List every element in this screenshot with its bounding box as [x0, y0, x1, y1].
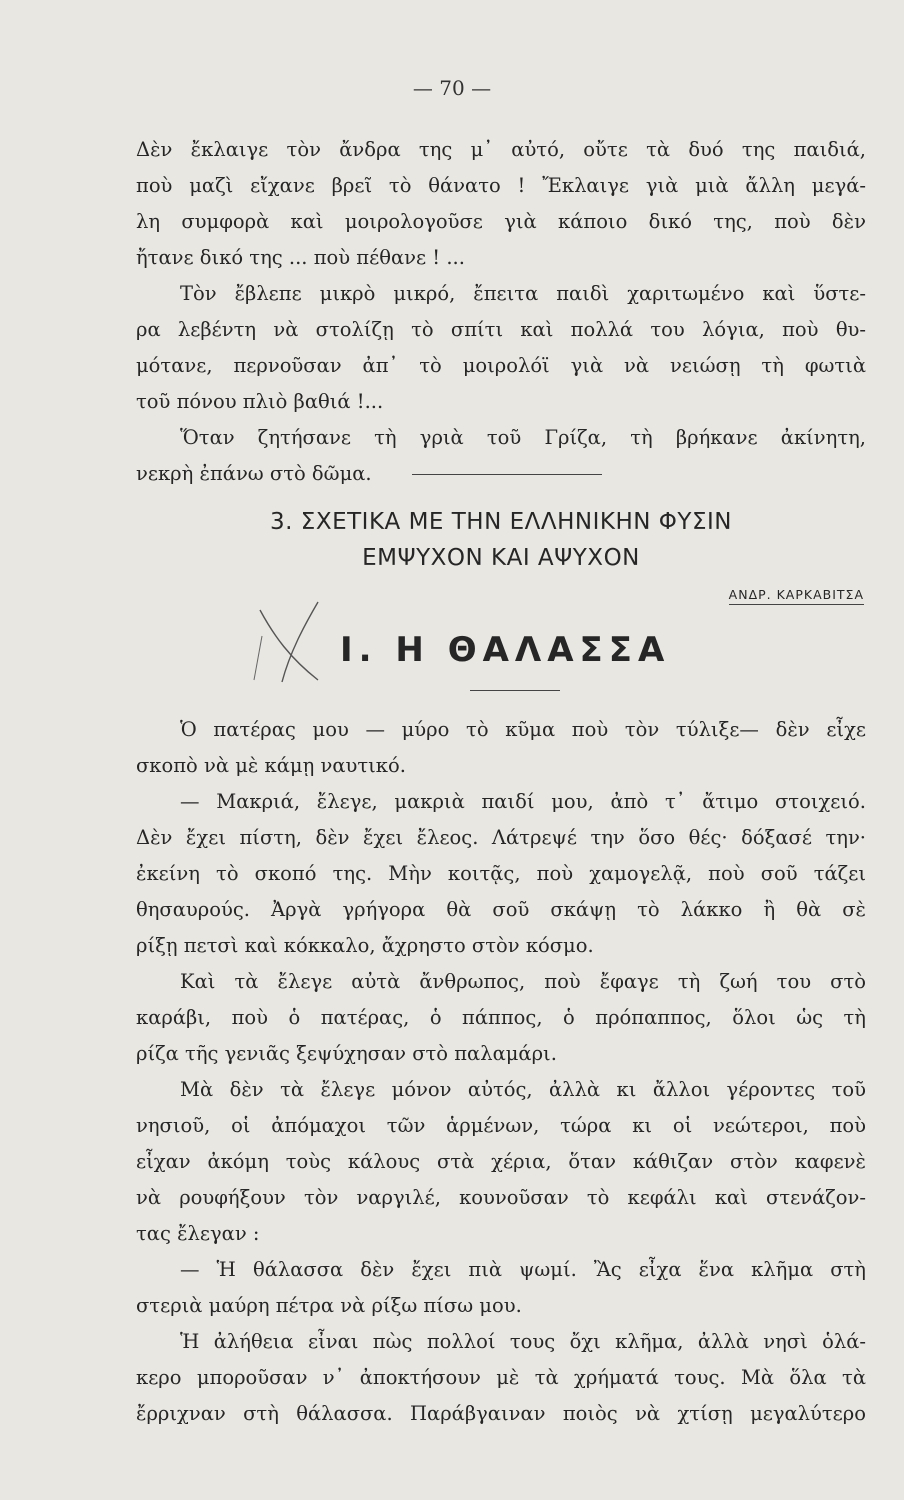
- text-line: Ὅταν ζητήσανε τὴ γριὰ τοῦ Γρίζα, τὴ βρήκανε ἀκίνητη,: [180, 426, 866, 449]
- story-paragraph-6: [136, 1324, 866, 1432]
- text-line: νησιοῦ, οἱ ἀπόμαχοι τῶν ἁρμένων, τώρα κι οἱ νεώτεροι, ποὺ: [136, 1114, 866, 1137]
- page-number: — 70 —: [412, 76, 492, 100]
- text-line: τοῦ πόνου πλιὸ βαθιά !...: [136, 390, 384, 413]
- story-body: [136, 712, 866, 1432]
- text-line: ρίζα τῆς γενιᾶς ξεψύχησαν στὸ παλαμάρι.: [136, 1042, 557, 1065]
- text-line: μότανε, περνοῦσαν ἀπ᾽ τὸ μοιρολόϊ γιὰ νὰ νειώσῃ τὴ φωτιὰ: [136, 354, 866, 377]
- text-line: νεκρὴ ἐπάνω στὸ δῶμα.: [136, 462, 372, 485]
- text-line: κερο μποροῦσαν ν᾽ ἀποκτήσουν μὲ τὰ χρήματά τους. Μὰ ὅλα τὰ: [136, 1366, 866, 1389]
- story-paragraph-3: [136, 964, 866, 1072]
- text-line: εἶχαν ἀκόμη τοὺς κάλους στὰ χέρια, ὅταν κάθιζαν στὸν καφενὲ: [136, 1150, 866, 1173]
- intro-paragraph: [136, 132, 866, 276]
- text-line: Δὲν ἔκλαιγε τὸν ἄνδρα της μ᾽ αὐτό, οὔτε τὰ δυό της παιδιά,: [136, 138, 866, 161]
- text-line: — Ἡ θάλασσα δὲν ἔχει πιὰ ψωμί. Ἂς εἶχα ἕνα κλῆμα στὴ: [180, 1258, 866, 1281]
- text-line: τας ἔλεγαν :: [136, 1222, 260, 1245]
- pencil-x-mark-icon: [248, 596, 338, 686]
- text-line: ἐκείνη τὸ σκοπό της. Μὴν κοιτᾷς, ποὺ χαμογελᾷ, ποὺ σοῦ τάζει: [136, 862, 866, 885]
- author-name: ΑΝΔΡ. ΚΑΡΚΑΒΙΤΣΑ: [729, 587, 864, 605]
- text-line: Καὶ τὰ ἔλεγε αὐτὰ ἄνθρωπος, ποὺ ἔφαγε τὴ ζωή του στὸ: [180, 970, 866, 993]
- story-paragraph-1: [136, 712, 866, 784]
- section-heading-line2: ΕΜΨΥΧΟΝ ΚΑΙ ΑΨΥΧΟΝ: [362, 545, 640, 571]
- text-line: Δὲν ἔχει πίστη, δὲν ἔχει ἔλεος. Λάτρεψέ την ὅσο θές· δόξασέ την·: [136, 826, 866, 849]
- text-line: καράβι, ποὺ ὁ πατέρας, ὁ πάππος, ὁ πρόπαππος, ὅλοι ὡς τὴ: [136, 1006, 866, 1029]
- text-line: στεριὰ μαύρη πέτρα νὰ ρίξω πίσω μου.: [136, 1294, 522, 1317]
- text-line: λη συμφορὰ καὶ μοιρολογοῦσε γιὰ κάποιο δικό της, ποὺ δὲν: [136, 210, 866, 233]
- paragraph-2: [136, 276, 866, 420]
- text-line: ποὺ μαζὶ εἴχανε βρεῖ τὸ θάνατο ! Ἔκλαιγε γιὰ μιὰ ἄλλη μεγά-: [136, 174, 866, 197]
- text-line: ἤτανε δικό της ... ποὺ πέθανε ! ...: [136, 246, 465, 269]
- text-line: Τὸν ἔβλεπε μικρὸ μικρό, ἔπειτα παιδὶ χαριτωμένο καὶ ὕστε-: [180, 282, 866, 305]
- text-line: νὰ ρουφήξουν τὸν ναργιλέ, κουνοῦσαν τὸ κεφάλι καὶ στενάζον-: [136, 1186, 866, 1209]
- paragraph-3: [136, 420, 866, 492]
- story-paragraph-2: [136, 784, 866, 964]
- text-line: Ἡ ἀλήθεια εἶναι πὼς πολλοί τους ὄχι κλῆμα, ἀλλὰ νησὶ ὁλά-: [180, 1330, 866, 1353]
- story-title: Ι. Η ΘΑΛΑΣΣΑ: [340, 630, 671, 670]
- text-line: ρα λεβέντη νὰ στολίζῃ τὸ σπίτι καὶ πολλά του λόγια, ποὺ θυ-: [136, 318, 866, 341]
- text-line: ρίξῃ πετσὶ καὶ κόκκαλο, ἄχρηστο στὸν κόσμο.: [136, 934, 594, 957]
- story-paragraph-5: [136, 1252, 866, 1324]
- text-line: σκοπὸ νὰ μὲ κάμῃ ναυτικό.: [136, 754, 406, 777]
- text-line: ἔρριχναν στὴ θάλασσα. Παράβγαιναν ποιὸς νὰ χτίσῃ μεγαλύτερο: [136, 1402, 866, 1425]
- text-line: Ὁ πατέρας μου — μύρο τὸ κῦμα ποὺ τὸν τύλιξε— δὲν εἶχε: [180, 718, 866, 741]
- text-line: — Μακριά, ἔλεγε, μακριὰ παιδί μου, ἀπὸ τ᾽ ἄτιμο στοιχειό.: [180, 790, 866, 813]
- title-underline: [470, 690, 560, 691]
- section-divider: [412, 474, 602, 475]
- story-paragraph-4: [136, 1072, 866, 1252]
- text-line: θησαυρούς. Ἀργὰ γρήγορα θὰ σοῦ σκάψῃ τὸ λάκκο ἢ θὰ σὲ: [136, 898, 866, 921]
- section-heading-line1: 3. ΣΧΕΤΙΚΑ ΜΕ ΤΗΝ ΕΛΛΗΝΙΚΗΝ ΦΥΣΙΝ: [270, 509, 732, 535]
- text-line: Μὰ δὲν τὰ ἔλεγε μόνον αὐτός, ἀλλὰ κι ἄλλοι γέροντες τοῦ: [180, 1078, 866, 1101]
